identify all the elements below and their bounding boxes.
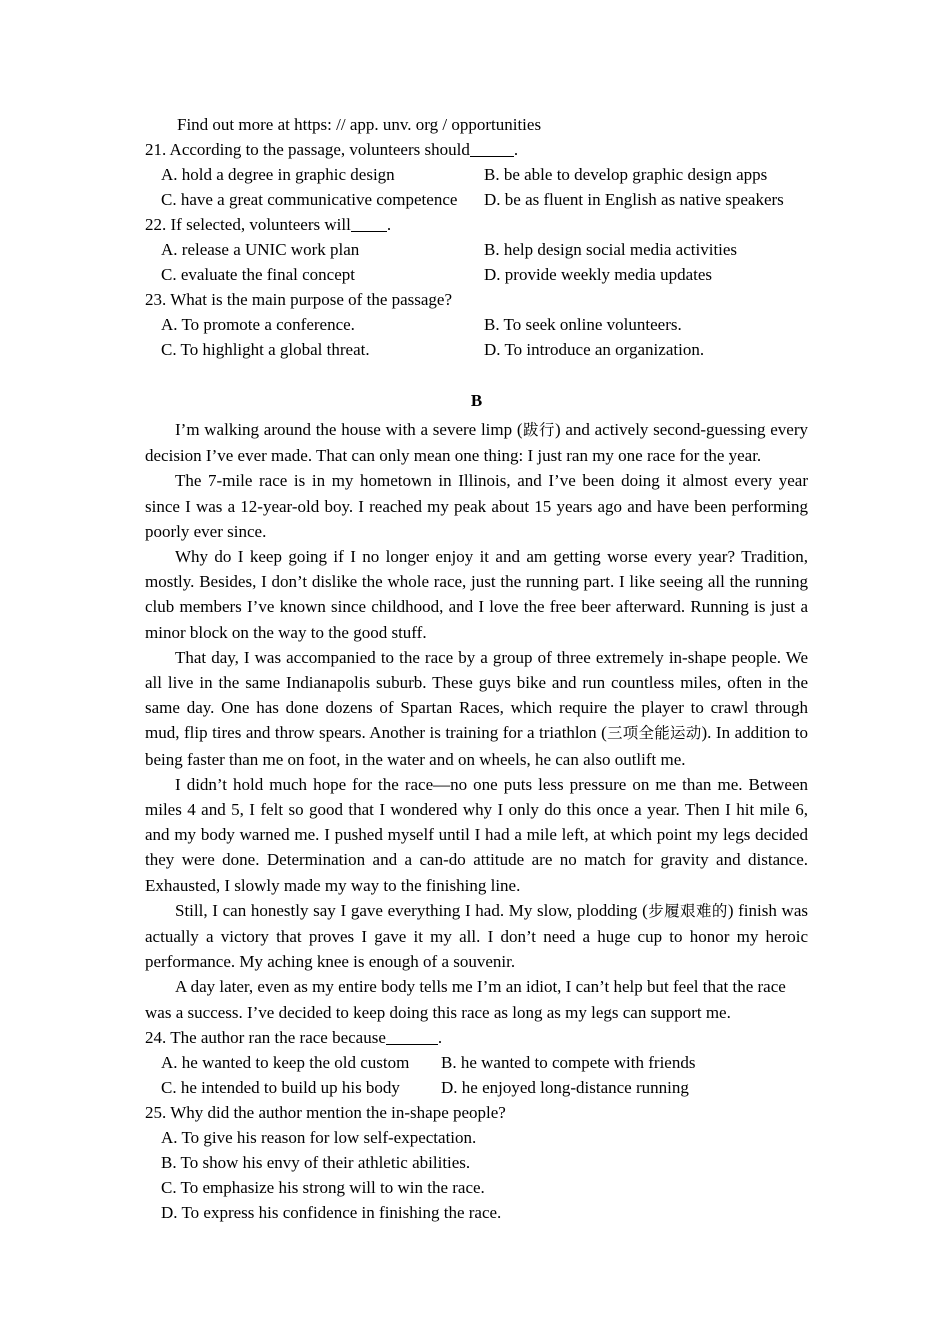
chinese-gloss: 步履艰难的 <box>647 901 728 920</box>
option-21-c[interactable]: C. have a great communicative competence <box>161 190 458 209</box>
option-23-d[interactable]: D. To introduce an organization. <box>484 340 705 359</box>
question-23-stem: 23. What is the main purpose of the passage? <box>145 290 453 309</box>
passage-paragraph-3: Why do I keep going if I no longer enjoy it and am getting worse every year? Tradition, mostly. Besides, I don’t dislike the whole race, just the running part. I like seeing all the running club members I’ve known since childhood, and I love the free beer afterward. Running is just a minor block on the way to the good stuff. <box>145 547 808 642</box>
question-21-stem-text: 21. According to the passage, volunteers should <box>145 140 470 159</box>
page-content <box>145 112 808 1225</box>
option-23-c[interactable]: C. To highlight a global threat. <box>161 340 370 359</box>
question-21-stem-tail: . <box>513 140 519 159</box>
option-25-b[interactable]: B. To show his envy of their athletic abilities. <box>161 1152 471 1172</box>
question-25-stem: 25. Why did the author mention the in-shape people? <box>145 1102 506 1122</box>
option-21-d[interactable]: D. be as fluent in English as native speakers <box>484 190 784 209</box>
question-24-stem <box>145 1025 808 1050</box>
question-22-options-row-2 <box>145 262 808 287</box>
option-23-b[interactable]: B. To seek online volunteers. <box>484 315 682 334</box>
question-21-stem <box>145 137 808 162</box>
option-22-c[interactable]: C. evaluate the final concept <box>161 265 355 284</box>
option-21-a[interactable]: A. hold a degree in graphic design <box>161 165 395 184</box>
question-24-stem-text: 24. The author ran the race because <box>145 1027 386 1047</box>
section-label-b: B <box>470 391 483 410</box>
passage-paragraph-5: I didn’t hold much hope for the race—no one puts less pressure on me than me. Between miles 4 and 5, I felt so good that I wondered why I only do this once a year. Then I hit mile 6, and my body warned me. I pushed myself until I had a mile left, at which point my legs decided they were done. Determination and a can-do attitude are no match for gravity and distance. Exhausted, I slowly made my way to the finishing line. <box>145 774 808 895</box>
question-23-options-row-1 <box>145 312 808 337</box>
question-22-stem-tail: . <box>386 215 392 234</box>
option-24-c[interactable]: C. he intended to build up his body <box>161 1077 400 1097</box>
answer-blank-22[interactable] <box>351 231 387 232</box>
question-22-options-row-1 <box>145 237 808 262</box>
passage-paragraph-6: Still, I can honestly say I gave everything I had. My slow, plodding (步履艰难的) finish was actually a victory that proves I gave it my all. I don’t need a huge cup to honor my heroic performance. My aching knee is enough of a souvenir. <box>145 900 808 972</box>
option-24-a[interactable]: A. he wanted to keep the old custom <box>161 1052 410 1072</box>
option-22-b[interactable]: B. help design social media activities <box>484 240 738 259</box>
passage-paragraph-2: The 7-mile race is in my hometown in Illinois, and I’ve been doing it almost every year since I was a 12-year-old boy. I reached my peak about 15 years ago and have been performing poorly ever since. <box>145 471 808 541</box>
question-21-options-row-1 <box>145 162 808 187</box>
question-24-options-row-1 <box>145 1050 808 1075</box>
option-22-a[interactable]: A. release a UNIC work plan <box>161 240 360 259</box>
option-24-b[interactable]: B. he wanted to compete with friends <box>441 1052 696 1072</box>
passage-paragraph-4: That day, I was accompanied to the race by a group of three extremely in-shape people. We all live in the same Indianapolis suburb. These guys bike and run countless miles, often in the same day. One has done dozens of Spartan Races, which require the player to crawl through mud, flip tires and throw spears. Another is training for a triathlon (三项全能运动). In addition to being faster than me on foot, in the water and on wheels, he can also outlift me. <box>145 647 809 769</box>
question-21-options-row-2 <box>145 187 808 212</box>
option-24-d[interactable]: D. he enjoyed long-distance running <box>441 1077 689 1097</box>
question-22-stem <box>145 212 808 237</box>
option-25-a[interactable]: A. To give his reason for low self-expectation. <box>161 1127 477 1147</box>
chinese-gloss: 三项全能运动 <box>606 724 702 743</box>
answer-blank-24[interactable] <box>386 1044 438 1045</box>
question-24-stem-tail: . <box>437 1027 443 1047</box>
option-25-d[interactable]: D. To express his confidence in finishing the race. <box>161 1202 502 1222</box>
option-21-b[interactable]: B. be able to develop graphic design apps <box>484 165 768 184</box>
answer-blank-21[interactable] <box>470 156 514 157</box>
chinese-gloss: 跋行 <box>522 421 555 439</box>
question-24-options-row-2 <box>145 1075 808 1100</box>
passage-paragraph-7: A day later, even as my entire body tells me I’m an idiot, I can’t help but feel that the race was a success. I’ve decided to keep doing this race as long as my legs can support me. <box>145 977 786 1022</box>
option-23-a[interactable]: A. To promote a conference. <box>161 315 355 334</box>
question-22-stem-text: 22. If selected, volunteers will <box>145 215 351 234</box>
option-25-c[interactable]: C. To emphasize his strong will to win the race. <box>161 1177 485 1197</box>
url-line: Find out more at https: // app. unv. org / opportunities <box>177 115 542 134</box>
question-23-options-row-2 <box>145 337 808 362</box>
passage-paragraph-1: I’m walking around the house with a severe limp (跋行) and actively second-guessing every decision I’ve ever made. That can only mean one thing: I just ran my one race for the year. <box>145 420 808 466</box>
option-22-d[interactable]: D. provide weekly media updates <box>484 265 713 284</box>
